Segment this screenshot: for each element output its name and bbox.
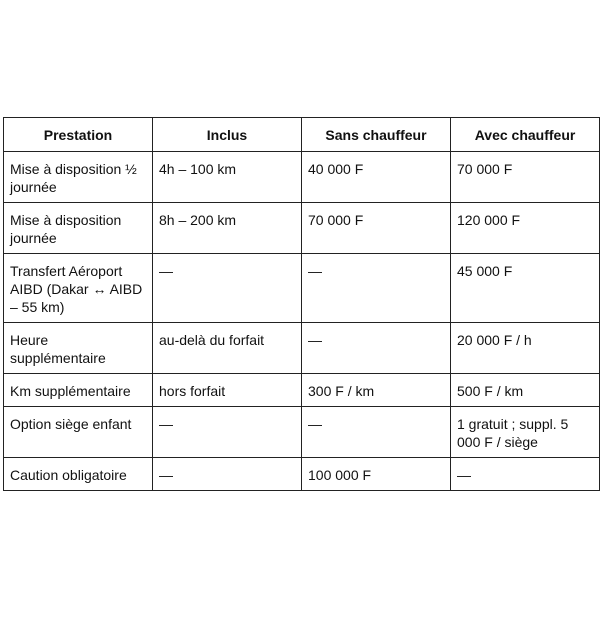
cell-avec-chauffeur: —: [451, 458, 600, 491]
cell-prestation: Caution obligatoire: [4, 458, 153, 491]
column-header-sans-chauffeur: Sans chauffeur: [302, 118, 451, 152]
table-row: [4, 374, 600, 407]
cell-inclus: hors forfait: [153, 374, 302, 407]
cell-inclus: 4h – 100 km: [153, 152, 302, 203]
cell-sans-chauffeur: 300 F / km: [302, 374, 451, 407]
cell-inclus: —: [153, 407, 302, 458]
cell-sans-chauffeur: 100 000 F: [302, 458, 451, 491]
column-header-avec-chauffeur: Avec chauffeur: [451, 118, 600, 152]
table-header-row: [4, 118, 600, 152]
cell-avec-chauffeur: 1 gratuit ; suppl. 5 000 F / siège: [451, 407, 600, 458]
pricing-table: [3, 117, 600, 491]
cell-prestation: Option siège enfant: [4, 407, 153, 458]
cell-sans-chauffeur: 70 000 F: [302, 203, 451, 254]
cell-sans-chauffeur: —: [302, 323, 451, 374]
cell-avec-chauffeur: 70 000 F: [451, 152, 600, 203]
cell-prestation: Mise à disposition ½ journée: [4, 152, 153, 203]
cell-prestation: Heure supplémentaire: [4, 323, 153, 374]
cell-sans-chauffeur: —: [302, 254, 451, 323]
cell-inclus: au-delà du forfait: [153, 323, 302, 374]
cell-sans-chauffeur: —: [302, 407, 451, 458]
cell-sans-chauffeur: 40 000 F: [302, 152, 451, 203]
column-header-inclus: Inclus: [153, 118, 302, 152]
column-header-prestation: Prestation: [4, 118, 153, 152]
cell-prestation: Mise à disposition journée: [4, 203, 153, 254]
table-row: [4, 152, 600, 203]
table-row: [4, 323, 600, 374]
table-row: [4, 254, 600, 323]
cell-inclus: 8h – 200 km: [153, 203, 302, 254]
cell-inclus: —: [153, 458, 302, 491]
cell-inclus: —: [153, 254, 302, 323]
pricing-table-container: [3, 117, 599, 491]
cell-avec-chauffeur: 120 000 F: [451, 203, 600, 254]
cell-avec-chauffeur: 45 000 F: [451, 254, 600, 323]
table-row: [4, 407, 600, 458]
cell-prestation: Km supplémentaire: [4, 374, 153, 407]
cell-avec-chauffeur: 500 F / km: [451, 374, 600, 407]
cell-prestation: Transfert Aéroport AIBD (Dakar ↔ AIBD – 55 km): [4, 254, 153, 323]
table-row: [4, 203, 600, 254]
cell-avec-chauffeur: 20 000 F / h: [451, 323, 600, 374]
table-row: [4, 458, 600, 491]
